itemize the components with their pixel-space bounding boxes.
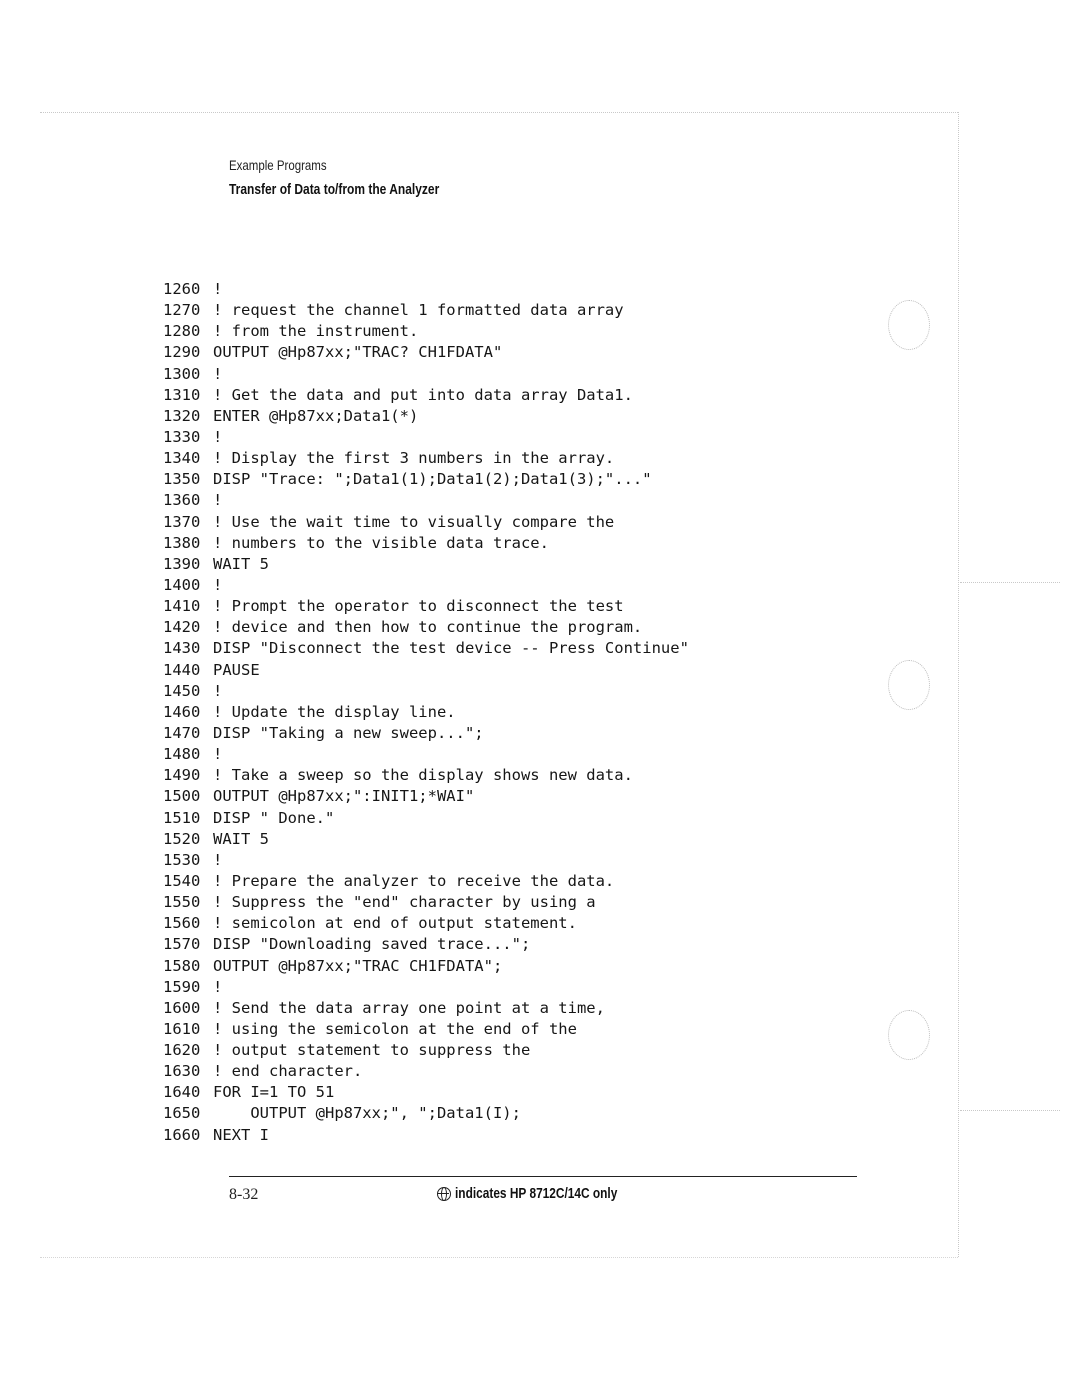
code-line (163, 998, 689, 1019)
footnote (437, 1186, 653, 1202)
line-number: 1270 (163, 301, 201, 320)
code-line (163, 512, 689, 533)
line-code: ! end character. (213, 1062, 363, 1081)
line-number: 1500 (163, 787, 201, 806)
code-line (163, 575, 689, 596)
line-code: ! Prompt the operator to disconnect the test (213, 597, 624, 616)
line-number: 1600 (163, 998, 201, 1017)
line-code: ! Use the wait time to visually compare the (213, 512, 615, 531)
line-code: ! (213, 491, 223, 510)
line-number: 1310 (163, 385, 201, 404)
line-number: 1470 (163, 723, 201, 742)
line-code: ! (213, 280, 223, 298)
code-line (163, 892, 689, 913)
line-number: 1260 (163, 280, 201, 298)
binder-punch-hole (888, 660, 930, 710)
line-number: 1410 (163, 597, 201, 616)
code-line (163, 448, 689, 469)
line-number: 1650 (163, 1104, 201, 1123)
line-code: DISP "Trace: ";Data1(1);Data1(2);Data1(3);"..." (213, 470, 652, 489)
line-code: WAIT 5 (213, 829, 269, 848)
line-code: ! (213, 977, 223, 996)
code-listing (163, 279, 689, 1146)
line-code: PAUSE (213, 660, 260, 679)
line-code: ! (213, 575, 223, 594)
line-number: 1400 (163, 575, 201, 594)
line-number: 1590 (163, 977, 201, 996)
line-code: ! (213, 745, 223, 764)
line-number: 1320 (163, 406, 201, 425)
line-code: WAIT 5 (213, 554, 269, 573)
line-number: 1610 (163, 1019, 201, 1038)
line-number: 1370 (163, 512, 201, 531)
line-code: ! Display the first 3 numbers in the array. (213, 449, 615, 468)
line-code: ! Update the display line. (213, 702, 456, 721)
section-title: Transfer of Data to/from the Analyzer (229, 181, 440, 198)
code-line (163, 977, 689, 998)
page-edge-bottom (40, 1257, 958, 1258)
footnote-text: indicates HP 8712C/14C only (455, 1186, 618, 1202)
line-code: DISP "Disconnect the test device -- Press Continue" (213, 639, 689, 658)
code-line (163, 321, 689, 342)
binder-punch-hole (888, 300, 930, 350)
section-label: Example Programs (229, 157, 327, 173)
line-number: 1620 (163, 1041, 201, 1060)
line-code: ENTER @Hp87xx;Data1(*) (213, 406, 419, 425)
code-line (163, 617, 689, 638)
line-number: 1340 (163, 449, 201, 468)
code-line (163, 765, 689, 786)
line-number: 1530 (163, 850, 201, 869)
code-line (163, 279, 689, 300)
code-line (163, 723, 689, 744)
binder-punch-hole (888, 1010, 930, 1060)
line-code: DISP " Done." (213, 808, 335, 827)
code-line (163, 913, 689, 934)
code-line (163, 1103, 689, 1124)
code-line (163, 1082, 689, 1103)
code-line (163, 660, 689, 681)
globe-icon (437, 1187, 451, 1201)
line-number: 1360 (163, 491, 201, 510)
code-line (163, 702, 689, 723)
line-number: 1570 (163, 935, 201, 954)
line-number: 1580 (163, 956, 201, 975)
line-number: 1440 (163, 660, 201, 679)
code-line (163, 1125, 689, 1146)
line-number: 1420 (163, 618, 201, 637)
line-code: ! Get the data and put into data array Data1. (213, 385, 633, 404)
line-code: DISP "Taking a new sweep..."; (213, 723, 484, 742)
line-number: 1480 (163, 745, 201, 764)
line-number: 1300 (163, 364, 201, 383)
line-number: 1550 (163, 893, 201, 912)
line-code: ! (213, 850, 223, 869)
line-number: 1330 (163, 427, 201, 446)
tab-divider-mark (960, 1110, 1060, 1111)
page-number: 8-32 (229, 1186, 259, 1203)
page-edge-right (958, 112, 959, 1257)
code-line (163, 342, 689, 363)
line-number: 1520 (163, 829, 201, 848)
line-number: 1630 (163, 1062, 201, 1081)
line-number: 1640 (163, 1083, 201, 1102)
line-code: ! (213, 681, 223, 700)
code-line (163, 871, 689, 892)
code-line (163, 406, 689, 427)
code-line (163, 554, 689, 575)
code-line (163, 596, 689, 617)
line-code: ! numbers to the visible data trace. (213, 533, 549, 552)
code-line (163, 829, 689, 850)
line-code: ! request the channel 1 formatted data array (213, 301, 624, 320)
line-code: FOR I=1 TO 51 (213, 1083, 335, 1102)
line-code: OUTPUT @Hp87xx;", ";Data1(I); (213, 1104, 521, 1123)
line-code: ! using the semicolon at the end of the (213, 1019, 577, 1038)
footer-rule (229, 1176, 857, 1177)
line-number: 1560 (163, 914, 201, 933)
code-line (163, 638, 689, 659)
line-code: ! (213, 427, 223, 446)
line-code: OUTPUT @Hp87xx;"TRAC? CH1FDATA" (213, 343, 503, 362)
line-number: 1540 (163, 871, 201, 890)
line-number: 1490 (163, 766, 201, 785)
code-line (163, 364, 689, 385)
code-line (163, 934, 689, 955)
code-line (163, 1061, 689, 1082)
line-code: ! device and then how to continue the program. (213, 618, 643, 637)
line-code: ! semicolon at end of output statement. (213, 914, 577, 933)
code-line (163, 1040, 689, 1061)
line-code: ! Suppress the "end" character by using a (213, 893, 596, 912)
line-number: 1380 (163, 533, 201, 552)
code-line (163, 1019, 689, 1040)
line-number: 1450 (163, 681, 201, 700)
line-code: ! (213, 364, 223, 383)
line-number: 1660 (163, 1125, 201, 1144)
code-line (163, 469, 689, 490)
line-number: 1280 (163, 322, 201, 341)
code-line (163, 808, 689, 829)
code-line (163, 427, 689, 448)
code-line (163, 490, 689, 511)
page-header (229, 157, 492, 198)
code-line (163, 744, 689, 765)
line-code: NEXT I (213, 1125, 269, 1144)
line-code: ! Take a sweep so the display shows new data. (213, 766, 633, 785)
line-code: OUTPUT @Hp87xx;"TRAC CH1FDATA"; (213, 956, 503, 975)
line-number: 1290 (163, 343, 201, 362)
line-code: OUTPUT @Hp87xx;":INIT1;*WAI" (213, 787, 475, 806)
code-line (163, 956, 689, 977)
line-number: 1390 (163, 554, 201, 573)
line-code: ! output statement to suppress the (213, 1041, 531, 1060)
line-number: 1510 (163, 808, 201, 827)
code-line (163, 533, 689, 554)
line-code: ! from the instrument. (213, 322, 419, 341)
page-edge-top (40, 112, 958, 113)
line-number: 1350 (163, 470, 201, 489)
code-line (163, 850, 689, 871)
line-code: ! Send the data array one point at a time, (213, 998, 605, 1017)
code-line (163, 786, 689, 807)
line-number: 1430 (163, 639, 201, 658)
line-code: DISP "Downloading saved trace..."; (213, 935, 531, 954)
code-line (163, 300, 689, 321)
line-code: ! Prepare the analyzer to receive the data. (213, 871, 615, 890)
line-number: 1460 (163, 702, 201, 721)
code-line (163, 681, 689, 702)
code-line (163, 385, 689, 406)
tab-divider-mark (960, 582, 1060, 583)
